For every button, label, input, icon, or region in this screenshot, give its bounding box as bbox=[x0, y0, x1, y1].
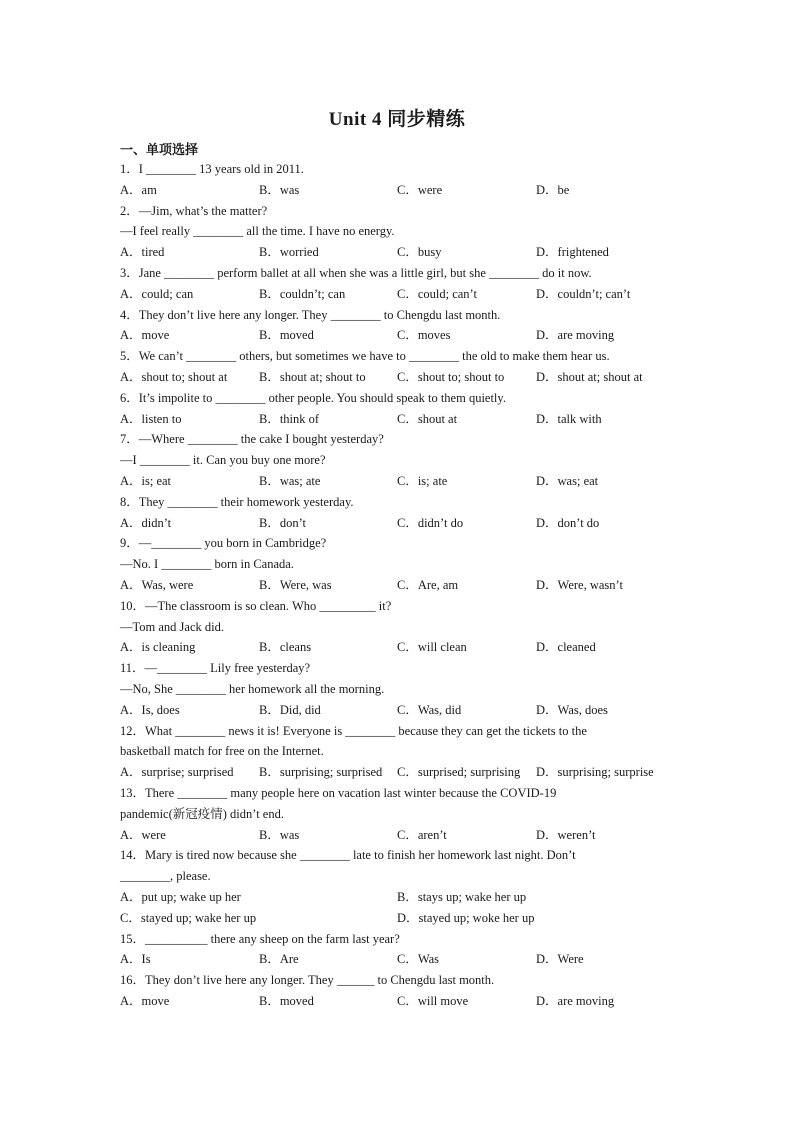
option-c: C．shout to; shout to bbox=[397, 370, 505, 384]
option-c: C．Was, did bbox=[397, 703, 462, 717]
question-stem: 4．They don’t live here any longer. They ________ to Chengdu last month. bbox=[120, 308, 501, 322]
option-c: C．surprised; surprising bbox=[397, 765, 521, 779]
option-b: B．was bbox=[259, 828, 300, 842]
question-stem: 6．It’s impolite to ________ other people. You should speak to them quietly. bbox=[120, 391, 506, 405]
question-stem: 3．Jane ________ perform ballet at all when she was a little girl, but she ________ do it now. bbox=[120, 266, 592, 280]
option-d: D．surprising; surprise bbox=[536, 765, 654, 779]
question-stem: 8．They ________ their homework yesterday. bbox=[120, 495, 354, 509]
option-c: C．will move bbox=[397, 994, 469, 1008]
question-stem-continued: —No, She ________ her homework all the morning. bbox=[120, 682, 385, 696]
question-stem: 10．—The classroom is so clean. Who _________ it? bbox=[120, 599, 392, 613]
option-a: A．Was, were bbox=[120, 578, 194, 592]
option-c: C．shout at bbox=[397, 412, 458, 426]
option-d: D．weren’t bbox=[536, 828, 596, 842]
option-b: B．was bbox=[259, 183, 300, 197]
question-stem: 13．There ________ many people here on vacation last winter because the COVID-19 bbox=[120, 786, 557, 800]
option-a: A．didn’t bbox=[120, 516, 172, 530]
question-stem: 16．They don’t live here any longer. They ______ to Chengdu last month. bbox=[120, 973, 495, 987]
option-c: C．aren’t bbox=[397, 828, 447, 842]
option-d: D．are moving bbox=[536, 328, 615, 342]
option-b: B．Are bbox=[259, 952, 299, 966]
option-d: D．cleaned bbox=[536, 640, 596, 654]
option-c: C．could; can’t bbox=[397, 287, 477, 301]
question-stem: 1．I ________ 13 years old in 2011. bbox=[120, 162, 304, 176]
question-stem: 14．Mary is tired now because she ________ late to finish her homework last night. Don’t bbox=[120, 848, 576, 862]
option-c: C．will clean bbox=[397, 640, 467, 654]
option-a: A．Is, does bbox=[120, 703, 180, 717]
question-stem: 11．—________ Lily free yesterday? bbox=[120, 661, 311, 675]
option-b: B．moved bbox=[259, 994, 314, 1008]
option-a: A．listen to bbox=[120, 412, 182, 426]
section-heading: 一、单项选择 bbox=[120, 142, 199, 157]
option-a: A．were bbox=[120, 828, 166, 842]
option-d: D．frightened bbox=[536, 245, 609, 259]
question-stem: 2．—Jim, what’s the matter? bbox=[120, 204, 268, 218]
page-title: Unit 4 同步精练 bbox=[328, 109, 466, 130]
option-a: A．shout to; shout at bbox=[120, 370, 228, 384]
option-d: D．stayed up; woke her up bbox=[397, 911, 535, 925]
option-b: B．was; ate bbox=[259, 474, 321, 488]
question-stem-continued: ________, please. bbox=[120, 869, 211, 883]
option-d: D．are moving bbox=[536, 994, 615, 1008]
option-a: A．surprise; surprised bbox=[120, 765, 234, 779]
option-a: A．am bbox=[120, 183, 157, 197]
option-c: C．moves bbox=[397, 328, 451, 342]
question-stem: 5．We can’t ________ others, but sometimes we have to ________ the old to make them hear us. bbox=[120, 349, 610, 363]
option-c: C．didn’t do bbox=[397, 516, 464, 530]
question-stem-continued: —I ________ it. Can you buy one more? bbox=[120, 453, 326, 467]
option-a: A．move bbox=[120, 994, 170, 1008]
option-b: B．don’t bbox=[259, 516, 306, 530]
option-a: A．is cleaning bbox=[120, 640, 196, 654]
option-b: B．worried bbox=[259, 245, 319, 259]
option-a: A．put up; wake up her bbox=[120, 890, 241, 904]
option-d: D．talk with bbox=[536, 412, 602, 426]
option-a: A．Is bbox=[120, 952, 151, 966]
option-a: A．tired bbox=[120, 245, 165, 259]
option-b: B．think of bbox=[259, 412, 320, 426]
option-d: D．Were, wasn’t bbox=[536, 578, 623, 592]
option-b: B．couldn’t; can bbox=[259, 287, 346, 301]
question-stem: 15．__________ there any sheep on the farm last year? bbox=[120, 932, 400, 946]
option-c: C．Are, am bbox=[397, 578, 459, 592]
option-a: A．move bbox=[120, 328, 170, 342]
option-b: B．Did, did bbox=[259, 703, 321, 717]
option-c: C．were bbox=[397, 183, 443, 197]
option-d: D．don’t do bbox=[536, 516, 600, 530]
option-b: B．stays up; wake her up bbox=[397, 890, 527, 904]
question-stem-continued: —Tom and Jack did. bbox=[120, 620, 224, 634]
option-a: A．could; can bbox=[120, 287, 194, 301]
option-d: D．Was, does bbox=[536, 703, 608, 717]
question-stem-continued: —I feel really ________ all the time. I have no energy. bbox=[120, 224, 395, 238]
option-d: D．be bbox=[536, 183, 570, 197]
option-c: C．busy bbox=[397, 245, 442, 259]
option-b: B．surprising; surprised bbox=[259, 765, 383, 779]
option-b: B．moved bbox=[259, 328, 314, 342]
option-b: B．cleans bbox=[259, 640, 312, 654]
question-stem: 7．—Where ________ the cake I bought yesterday? bbox=[120, 432, 384, 446]
option-d: D．couldn’t; can’t bbox=[536, 287, 631, 301]
option-b: B．shout at; shout to bbox=[259, 370, 366, 384]
option-d: D．shout at; shout at bbox=[536, 370, 643, 384]
option-c: C．stayed up; wake her up bbox=[120, 911, 257, 925]
option-c: C．is; ate bbox=[397, 474, 448, 488]
option-d: D．was; eat bbox=[536, 474, 599, 488]
option-a: A．is; eat bbox=[120, 474, 172, 488]
question-stem: 12．What ________ news it is! Everyone is ________ because they can get the tickets to the bbox=[120, 724, 587, 738]
question-stem-continued: pandemic(新冠疫情) didn’t end. bbox=[120, 807, 284, 821]
option-b: B．Were, was bbox=[259, 578, 332, 592]
question-stem-continued: basketball match for free on the Internet. bbox=[120, 744, 324, 758]
question-stem: 9．—________ you born in Cambridge? bbox=[120, 536, 327, 550]
option-d: D．Were bbox=[536, 952, 584, 966]
option-c: C．Was bbox=[397, 952, 440, 966]
question-stem-continued: —No. I ________ born in Canada. bbox=[120, 557, 294, 571]
